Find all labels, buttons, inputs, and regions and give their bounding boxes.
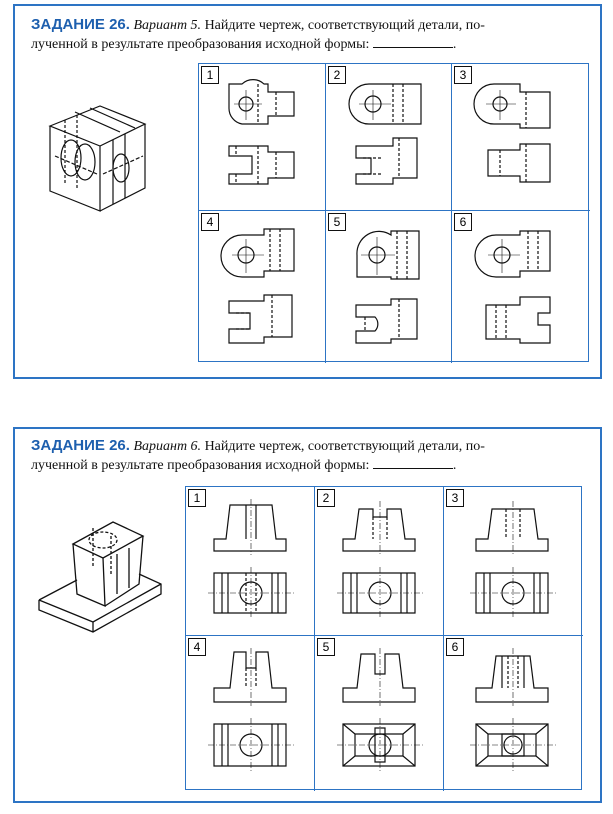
- option-number: 1: [201, 66, 219, 84]
- option-number: 4: [188, 638, 206, 656]
- option-5-drawing: [351, 225, 431, 355]
- answer-trail: .: [452, 458, 457, 473]
- task-question-line2: лученной в результате преобразования исходной формы:: [31, 458, 370, 473]
- option-2[interactable]: [326, 64, 452, 211]
- answer-blank[interactable]: [373, 456, 453, 469]
- option-6[interactable]: [452, 211, 590, 363]
- option-6[interactable]: [444, 636, 583, 791]
- option-number: 3: [454, 66, 472, 84]
- option-4[interactable]: [186, 636, 315, 791]
- isometric-part-drawing: [33, 514, 173, 634]
- option-5[interactable]: [326, 211, 452, 363]
- answer-grid: [185, 486, 582, 790]
- task-variant: Вариант 5.: [133, 18, 202, 33]
- task-title: ЗАДАНИЕ 26.: [31, 437, 130, 454]
- option-4-drawing: [206, 648, 296, 783]
- option-number: 3: [446, 489, 464, 507]
- task-variant-5: [13, 4, 602, 379]
- option-6-drawing: [480, 225, 560, 355]
- option-number: 1: [188, 489, 206, 507]
- option-3-drawing: [480, 78, 560, 198]
- option-2-drawing: [335, 499, 425, 629]
- task-header: [31, 16, 590, 54]
- option-number: 2: [328, 66, 346, 84]
- task-question-line2: лученной в результате преобразования исходной формы:: [31, 37, 370, 52]
- option-number: 6: [446, 638, 464, 656]
- option-1-drawing: [206, 499, 296, 629]
- option-5-drawing: [335, 648, 425, 783]
- option-number: 5: [328, 213, 346, 231]
- option-number: 4: [201, 213, 219, 231]
- option-number: 2: [317, 489, 335, 507]
- option-5[interactable]: [315, 636, 444, 791]
- option-4-drawing: [224, 225, 304, 355]
- option-2[interactable]: [315, 487, 444, 636]
- option-4[interactable]: [199, 211, 326, 363]
- option-1-drawing: [224, 78, 304, 198]
- task-question-line1: Найдите чертеж, соответствующий детали, по-: [204, 18, 485, 33]
- option-number: 6: [454, 213, 472, 231]
- task-variant-6: [13, 427, 602, 803]
- option-6-drawing: [468, 648, 558, 783]
- option-3[interactable]: [444, 487, 583, 636]
- isometric-part-drawing: [45, 96, 155, 216]
- task-header: [31, 437, 590, 475]
- task-variant: Вариант 6.: [133, 439, 202, 454]
- option-2-drawing: [351, 78, 431, 198]
- task-title: ЗАДАНИЕ 26.: [31, 16, 130, 33]
- option-1[interactable]: [186, 487, 315, 636]
- option-number: 5: [317, 638, 335, 656]
- answer-grid: [198, 63, 589, 362]
- option-1[interactable]: [199, 64, 326, 211]
- option-3[interactable]: [452, 64, 590, 211]
- answer-trail: .: [452, 37, 457, 52]
- task-question-line1: Найдите чертеж, соответствующий детали, по-: [204, 439, 485, 454]
- answer-blank[interactable]: [373, 35, 453, 48]
- option-3-drawing: [468, 499, 558, 629]
